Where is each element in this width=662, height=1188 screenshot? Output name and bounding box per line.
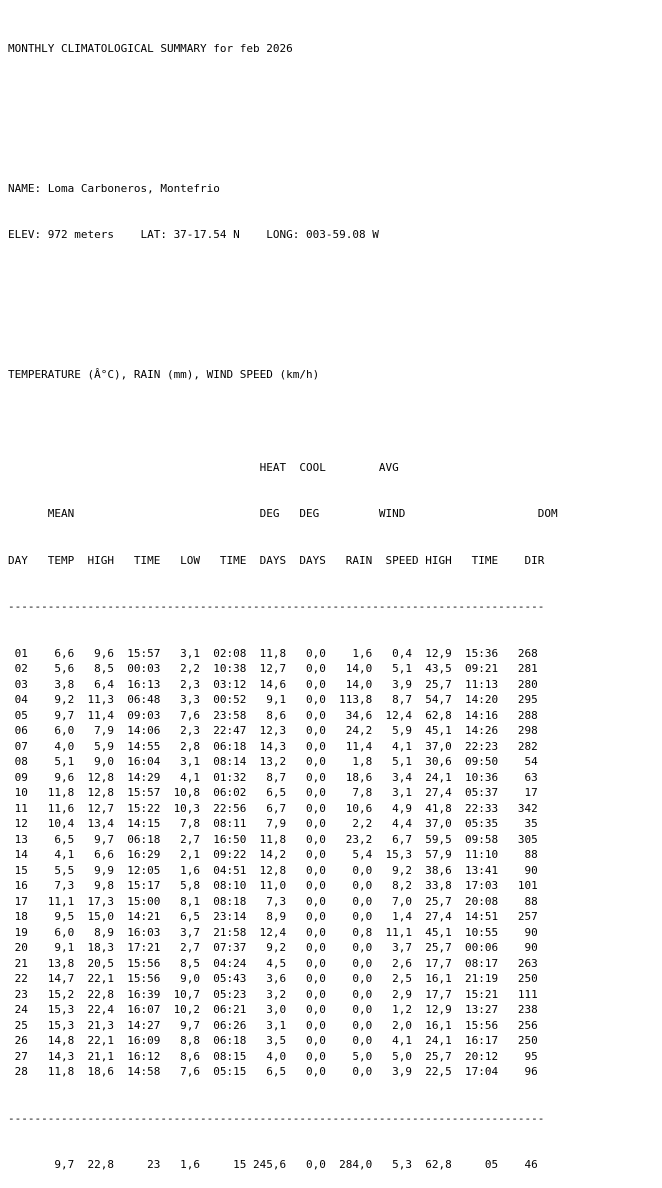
table-row: 11 11,6 12,7 15:22 10,3 22:56 6,7 0,0 10,6 4,9 41,8 22:33 342: [8, 801, 538, 815]
table-row: 10 11,8 12,8 15:57 10,8 06:02 6,5 0,0 7,8 3,1 27,4 05:37 17: [8, 786, 538, 799]
table-row: 16 7,3 9,8 15:17 5,8 08:10 11,0 0,0 0,0 8,2 33,8 17:03 101: [8, 879, 538, 892]
blank-line: [8, 320, 558, 336]
table-row: 12 10,4 13,4 14:15 7,8 08:11 7,9 0,0 2,2 4,4 37,0 05:35 35: [8, 817, 538, 830]
blank-line: [8, 88, 558, 104]
footer-separator: ---------------------------------------------------------------------------------: [8, 1111, 545, 1125]
table-row: 13 6,5 9,7 06:18 2,7 16:50 11,8 0,0 23,2 6,7 59,5 09:58 305: [8, 832, 538, 846]
blank-line: [8, 274, 558, 290]
summary-row: 9,7 22,8 23 1,6 15 245,6 0,0 284,0 5,3 62,8 05 46: [8, 1158, 538, 1171]
table-row: 05 9,7 11,4 09:03 7,6 23:58 8,6 0,0 34,6 12,4 62,8 14:16 288: [8, 708, 538, 722]
header-separator: ---------------------------------------------------------------------------------: [8, 600, 545, 613]
table-row: 14 4,1 6,6 16:29 2,1 09:22 14,2 0,0 5,4 15,3 57,9 11:10 88: [8, 848, 538, 861]
column-header-line-3: DAY TEMP HIGH TIME LOW TIME DAYS DAYS RAIN SPEED HIGH TIME DIR: [8, 553, 545, 567]
table-row: 18 9,5 15,0 14:21 6,5 23:14 8,9 0,0 0,0 1,4 27,4 14:51 257: [8, 910, 538, 923]
column-header-line-1: HEAT COOL AVG: [8, 460, 399, 474]
table-row: 06 6,0 7,9 14:06 2,3 22:47 12,3 0,0 24,2 5,9 45,1 14:26 298: [8, 724, 538, 737]
table-row: 19 6,0 8,9 16:03 3,7 21:58 12,4 0,0 0,8 11,1 45,1 10:55 90: [8, 925, 538, 939]
table-row: 23 15,2 22,8 16:39 10,7 05:23 3,2 0,0 0,0 2,9 17,7 15:21 111: [8, 987, 538, 1001]
blank-line: [8, 134, 558, 150]
table-row: 15 5,5 9,9 12:05 1,6 04:51 12,8 0,0 0,0 9,2 38,6 13:41 90: [8, 863, 538, 877]
blank-line: [8, 413, 558, 429]
station-elevation-location: ELEV: 972 meters LAT: 37-17.54 N LONG: 003-59.08 W: [8, 228, 379, 241]
column-header-line-2: MEAN DEG DEG WIND DOM: [8, 507, 558, 520]
table-row: 01 6,6 9,6 15:57 3,1 02:08 11,8 0,0 1,6 0,4 12,9 15:36 268: [8, 646, 538, 660]
table-row: 07 4,0 5,9 14:55 2,8 06:18 14,3 0,0 11,4 4,1 37,0 22:23 282: [8, 739, 538, 753]
table-row: 27 14,3 21,1 16:12 8,6 08:15 4,0 0,0 5,0 5,0 25,7 20:12 95: [8, 1049, 538, 1063]
table-row: 22 14,7 22,1 15:56 9,0 05:43 3,6 0,0 0,0 2,5 16,1 21:19 250: [8, 972, 538, 985]
table-row: 09 9,6 12,8 14:29 4,1 01:32 8,7 0,0 18,6 3,4 24,1 10:36 63: [8, 770, 538, 784]
table-row: 28 11,8 18,6 14:58 7,6 05:15 6,5 0,0 0,0 3,9 22,5 17:04 96: [8, 1065, 538, 1078]
table-row: 03 3,8 6,4 16:13 2,3 03:12 14,6 0,0 14,0 3,9 25,7 11:13 280: [8, 677, 538, 691]
table-row: 04 9,2 11,3 06:48 3,3 00:52 9,1 0,0 113,8 8,7 54,7 14:20 295: [8, 693, 538, 706]
station-name: NAME: Loma Carboneros, Montefrio: [8, 181, 220, 195]
table-row: 08 5,1 9,0 16:04 3,1 08:14 13,2 0,0 1,8 5,1 30,6 09:50 54: [8, 755, 538, 768]
table-row: 24 15,3 22,4 16:07 10,2 06:21 3,0 0,0 0,0 1,2 12,9 13:27 238: [8, 1003, 538, 1016]
table-row: 26 14,8 22,1 16:09 8,8 06:18 3,5 0,0 0,0 4,1 24,1 16:17 250: [8, 1034, 538, 1047]
table-row: 25 15,3 21,3 14:27 9,7 06:26 3,1 0,0 0,0 2,0 16,1 15:56 256: [8, 1018, 538, 1032]
report-title: MONTHLY CLIMATOLOGICAL SUMMARY for feb 2026: [8, 42, 293, 55]
table-row: 21 13,8 20,5 15:56 8,5 04:24 4,5 0,0 0,0 2,6 17,7 08:17 263: [8, 956, 538, 970]
table-row: 17 11,1 17,3 15:00 8,1 08:18 7,3 0,0 0,0 7,0 25,7 20:08 88: [8, 894, 538, 908]
climatological-report: [8, 10, 558, 1188]
units-heading: TEMPERATURE (Â°C), RAIN (mm), WIND SPEED (km/h): [8, 367, 320, 381]
daily-rows: [8, 646, 558, 1080]
table-row: 02 5,6 8,5 00:03 2,2 10:38 12,7 0,0 14,0 5,1 43,5 09:21 281: [8, 662, 538, 675]
table-row: 20 9,1 18,3 17:21 2,7 07:37 9,2 0,0 0,0 3,7 25,7 00:06 90: [8, 941, 538, 954]
